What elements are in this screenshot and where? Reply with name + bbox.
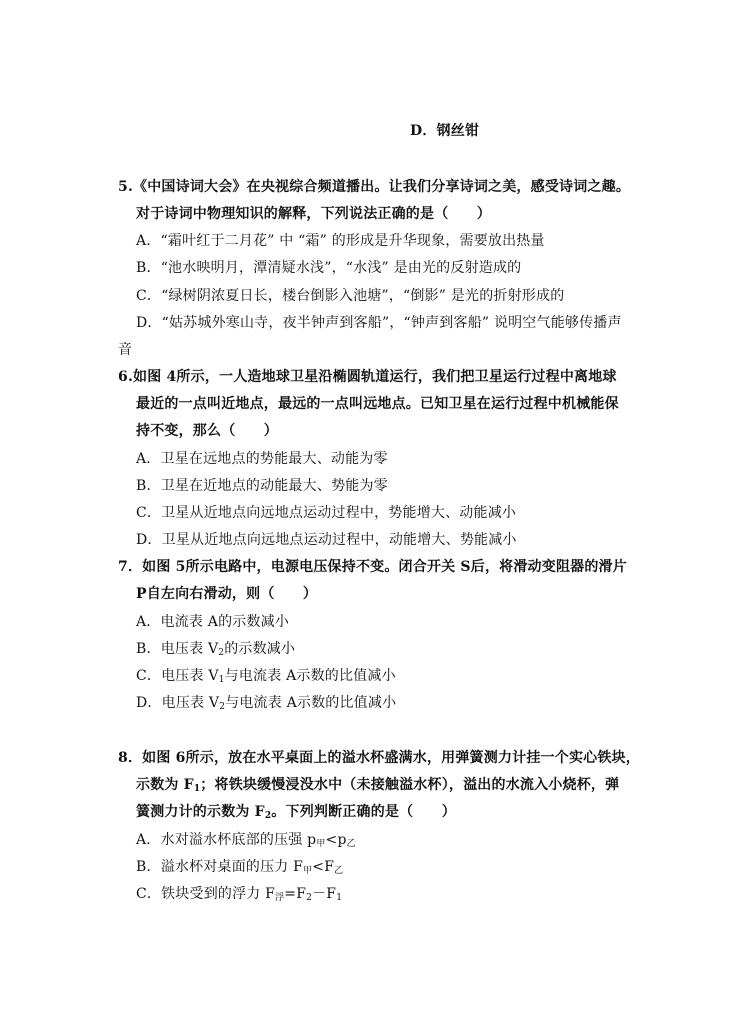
- q8-option-b-subscript-1: 甲: [303, 866, 313, 876]
- q8-option-b-subscript-2: 乙: [334, 866, 344, 876]
- q8-option-b: [136, 857, 343, 877]
- q8-option-b-text: B．溢水杯对桌面的压力 F: [136, 859, 304, 875]
- q8-option-a-text: A．水对溢水杯底部的压强 p: [136, 832, 317, 848]
- q8-option-c: [136, 884, 342, 904]
- q8-option-a-subscript-2: 乙: [346, 839, 356, 849]
- q5-stem-line-2: 对于诗词中物理知识的解释，下列说法正确的是（ ）: [136, 206, 491, 222]
- q8-stem-line-2-text-end: ；将铁块缓慢浸没水中（未接触溢水杯），溢出的水流入小烧杯，弹: [200, 777, 620, 793]
- q7-stem-line-2: P自左向右滑动，则（ ）: [136, 586, 318, 602]
- q6-option-a: A．卫星在远地点的势能最大、动能为零: [136, 451, 388, 467]
- q7-option-d-text-end: 与电流表 A示数的比值减小: [225, 695, 397, 711]
- q5-option-c: C．“绿树阴浓夏日长，楼台倒影入池塘”，“倒影” 是光的折射形成的: [136, 288, 565, 304]
- q8-option-a-subscript-1: 甲: [316, 839, 326, 849]
- q8-stem-line-3-subscript: 2: [264, 811, 272, 821]
- q6-stem-line-3: 持不变，那么（ ）: [136, 423, 278, 439]
- q8-option-c-text: C．铁块受到的浮力 F: [136, 886, 276, 902]
- q8-option-c-subscript-2: 2: [306, 893, 313, 903]
- q5-stem-line-1: 5.《中国诗词大会》在央视综合频道播出。让我们分享诗词之美，感受诗词之趣。: [118, 179, 631, 195]
- q6-stem-line-2: 最近的一点叫近地点，最远的一点叫远地点。已知卫星在运行过程中机械能保: [136, 396, 619, 412]
- q7-option-a: A．电流表 A的示数减小: [136, 614, 290, 630]
- q7-option-b-text-end: 的示数减小: [224, 641, 296, 657]
- q6-option-d: D．卫星从近地点向远地点运动过程中，动能增大、势能减小: [136, 532, 517, 548]
- q7-option-c-subscript: 1: [218, 675, 225, 685]
- q7-option-c-text-end: 与电流表 A示数的比值减小: [224, 668, 396, 684]
- q7-option-c-text: C．电压表 V: [136, 668, 219, 684]
- q7-option-d-subscript: 2: [219, 702, 226, 712]
- q8-option-c-subscript-3: 1: [336, 893, 343, 903]
- q5-option-b: B．“池水映明月，潭清疑水浅”，“水浅” 是由光的反射造成的: [136, 260, 522, 276]
- q8-stem-line-2: [136, 775, 619, 795]
- q5-option-d-continued: 音: [118, 342, 133, 358]
- q8-stem-line-3-text: 簧测力计的示数为 F: [136, 804, 265, 820]
- q5-option-a: A．“霜叶红于二月花” 中 “霜” 的形成是升华现象，需要放出热量: [136, 233, 545, 249]
- q8-option-a-relation: <p: [325, 832, 347, 848]
- q8-stem-line-3-text-end: 。下列判断正确的是（ ）: [271, 804, 456, 820]
- q7-stem-line-1: 7．如图 5所示电路中，电源电压保持不变。闭合开关 S后，将滑动变阻器的滑片: [118, 559, 627, 575]
- q6-stem-line-1: 6.如图 4所示，一人造地球卫星沿椭圆轨道运行，我们把卫星运行过程中离地球: [118, 369, 617, 385]
- q7-option-c: [136, 666, 396, 686]
- q7-option-b: [136, 639, 295, 659]
- q8-stem-line-2-subscript: 1: [193, 784, 201, 794]
- q8-option-c-relation: =F: [284, 886, 307, 902]
- q5-option-d: D．“姑苏城外寒山寺，夜半钟声到客船”，“钟声到客船” 说明空气能够传播声: [136, 315, 622, 331]
- q7-option-d-text: D．电压表 V: [136, 695, 220, 711]
- q8-option-c-relation-2: －F: [312, 886, 337, 902]
- q4-option-d: D．钢丝钳: [410, 123, 480, 139]
- q8-option-c-subscript-1: 浮: [275, 893, 285, 903]
- q7-option-b-text: B．电压表 V: [136, 641, 219, 657]
- q8-option-b-relation: <F: [312, 859, 335, 875]
- q6-option-c: C．卫星从近地点向远地点运动过程中，势能增大、动能减小: [136, 505, 517, 521]
- q8-option-a: [136, 830, 356, 850]
- q7-option-b-subscript: 2: [218, 648, 225, 658]
- q8-stem-line-2-text: 示数为 F: [136, 777, 194, 793]
- q8-stem-line-3: [136, 802, 456, 822]
- q6-option-b: B．卫星在近地点的动能最大、势能为零: [136, 478, 388, 494]
- q8-stem-line-1: 8．如图 6所示，放在水平桌面上的溢水杯盛满水，用弹簧测力计挂一个实心铁块，: [118, 750, 640, 766]
- q7-option-d: [136, 693, 396, 713]
